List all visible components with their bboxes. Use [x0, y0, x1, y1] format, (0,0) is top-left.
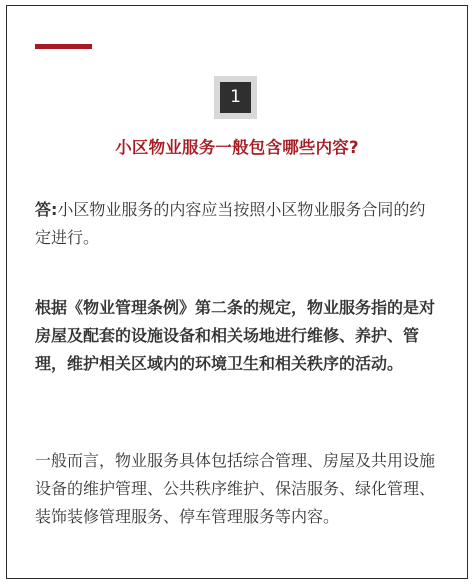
article-card	[6, 5, 468, 579]
answer-text: 小区物业服务的内容应当按照小区物业服务合同的约定进行。	[35, 200, 426, 247]
answer-label: 答:	[35, 200, 58, 219]
answer-paragraph	[35, 196, 441, 252]
number-badge	[214, 76, 257, 119]
services-paragraph: 一般而言，物业服务具体包括综合管理、房屋及共用设施设备的维护管理、公共秩序维护、保洁服务、绿化管理、装饰装修管理服务、停车管理服务等内容。	[35, 451, 436, 526]
accent-bar	[35, 44, 92, 49]
question-heading: 小区物业服务一般包含哪些内容?	[115, 138, 359, 157]
regulation-paragraph: 根据《物业管理条例》第二条的规定，物业服务指的是对房屋及配套的设施设备和相关场地进行维修、养护、管理，维护相关区域内的环境卫生和相关秩序的活动。	[35, 298, 436, 373]
number-badge-label: 1	[220, 82, 251, 113]
